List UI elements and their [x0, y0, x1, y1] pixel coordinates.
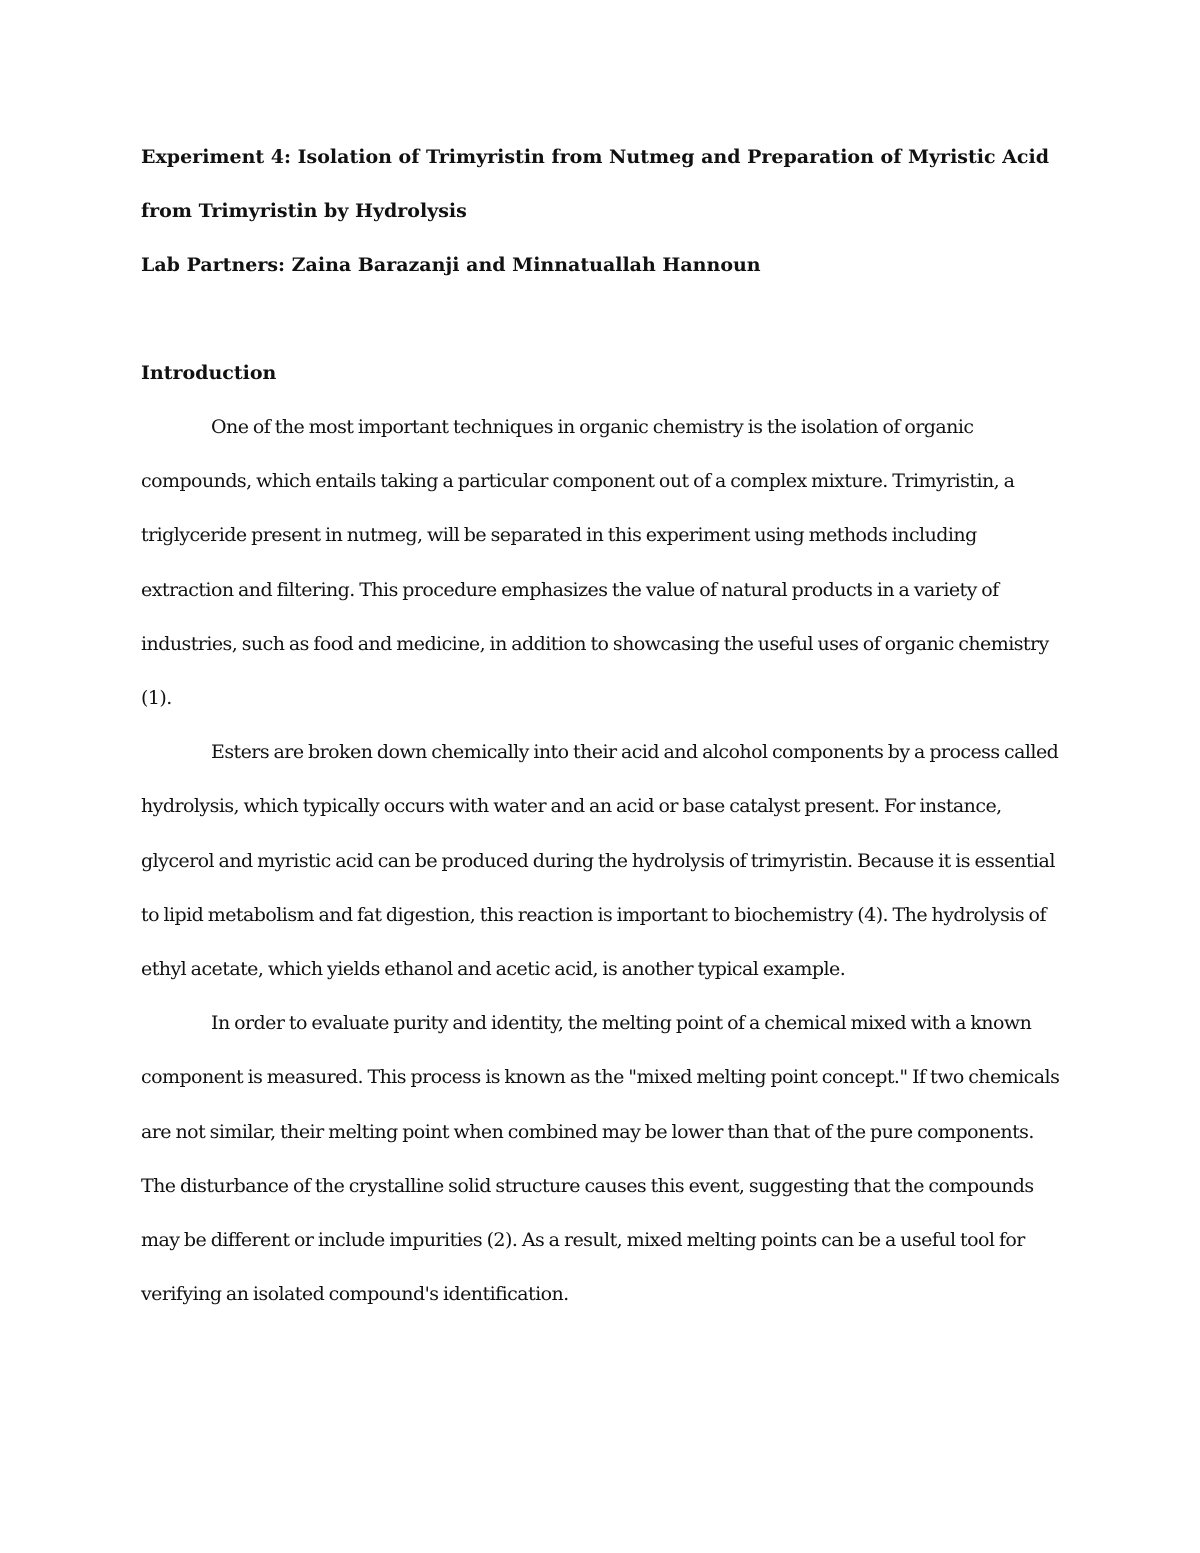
lab-partners: Lab Partners: Zaina Barazanji and Minnatuallah Hannoun — [141, 254, 761, 276]
document-page — [141, 130, 1071, 1321]
document-title-line-1: Experiment 4: Isolation of Trimyristin from Nutmeg and Preparation of Myristic Acid — [141, 146, 1049, 168]
section-heading-introduction: Introduction — [141, 362, 277, 384]
intro-paragraph-2: Esters are broken down chemically into their acid and alcohol components by a process called hydrolysis, which typically occurs with water and an acid or base catalyst present. For instance, glycerol and myristic acid can be produced during the hydrolysis of trimyristin. Because it is essential to lipid metabolism and fat digestion, this reaction is important to biochemistry (4). The hydrolysis of ethyl acetate, which yields ethanol and acetic acid, is another typical example. — [141, 741, 1059, 981]
document-title-line-2: from Trimyristin by Hydrolysis — [141, 200, 467, 222]
intro-paragraph-3: In order to evaluate purity and identity, the melting point of a chemical mixed with a known component is measured. This process is known as the "mixed melting point concept." If two chemicals are not similar, their melting point when combined may be lower than that of the pure components. The disturbance of the crystalline solid structure causes this event, suggesting that the compounds may be different or include impurities (2). As a result, mixed melting points can be a useful tool for verifying an isolated compound's identification. — [141, 1012, 1060, 1306]
intro-paragraph-1: One of the most important techniques in organic chemistry is the isolation of organic compounds, which entails taking a particular component out of a complex mixture. Trimyristin, a triglyceride present in nutmeg, will be separated in this experiment using methods including extraction and filtering. This procedure emphasizes the value of natural products in a variety of industries, such as food and medicine, in addition to showcasing the useful uses of organic chemistry (1). — [141, 416, 1049, 710]
